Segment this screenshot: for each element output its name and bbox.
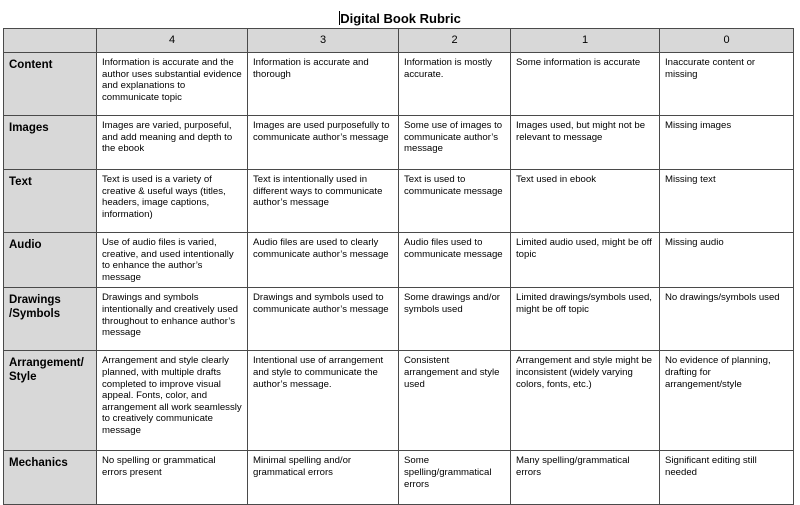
table-row-mechanics	[4, 451, 794, 505]
category-cell[interactable]: Drawings /Symbols	[4, 288, 97, 351]
category-cell[interactable]: Content	[4, 53, 97, 116]
table-cell[interactable]: Limited audio used, might be off topic	[511, 233, 660, 288]
table-cell[interactable]: Many spelling/grammatical errors	[511, 451, 660, 505]
table-cell[interactable]: Intentional use of arrangement and style to communicate the author’s message.	[248, 351, 399, 451]
table-row-images	[4, 116, 794, 170]
table-row-content	[4, 53, 794, 116]
rubric-table	[3, 28, 794, 505]
table-row-drawings-symbols	[4, 288, 794, 351]
document-title[interactable]: Digital Book Rubric	[340, 11, 461, 26]
table-row-text	[4, 170, 794, 233]
header-cell-blank[interactable]	[4, 29, 97, 53]
table-cell[interactable]: Some spelling/grammatical errors	[399, 451, 511, 505]
table-cell[interactable]: Information is mostly accurate.	[399, 53, 511, 116]
table-cell[interactable]: Consistent arrangement and style used	[399, 351, 511, 451]
table-cell[interactable]: Drawings and symbols intentionally and creatively used throughout to enhance author’s message	[97, 288, 248, 351]
table-cell[interactable]: Arrangement and style might be inconsistent (widely varying colors, fonts, etc.)	[511, 351, 660, 451]
table-cell[interactable]: Missing text	[660, 170, 794, 233]
category-cell[interactable]: Arrangement/ Style	[4, 351, 97, 451]
table-cell[interactable]: Images are used purposefully to communicate author’s message	[248, 116, 399, 170]
header-cell-score-3[interactable]: 3	[248, 29, 399, 53]
table-cell[interactable]: Text is used is a variety of creative & useful ways (titles, headers, image captions, information)	[97, 170, 248, 233]
table-cell[interactable]: Text used in ebook	[511, 170, 660, 233]
table-cell[interactable]: No spelling or grammatical errors present	[97, 451, 248, 505]
header-cell-score-2[interactable]: 2	[399, 29, 511, 53]
table-cell[interactable]: Images used, but might not be relevant to message	[511, 116, 660, 170]
table-cell[interactable]: Inaccurate content or missing	[660, 53, 794, 116]
table-cell[interactable]: Some drawings and/or symbols used	[399, 288, 511, 351]
table-cell[interactable]: No evidence of planning, drafting for arrangement/style	[660, 351, 794, 451]
category-cell[interactable]: Text	[4, 170, 97, 233]
table-cell[interactable]: Arrangement and style clearly planned, with multiple drafts completed to improve visual appeal. Fonts, color, and arrangement all work seamlessly to creatively communicate message	[97, 351, 248, 451]
table-cell[interactable]: Images are varied, purposeful, and add meaning and depth to the ebook	[97, 116, 248, 170]
table-cell[interactable]: Information is accurate and thorough	[248, 53, 399, 116]
table-cell[interactable]: Drawings and symbols used to communicate author’s message	[248, 288, 399, 351]
table-cell[interactable]: Text is intentionally used in different ways to communicate author’s message	[248, 170, 399, 233]
header-row	[4, 29, 794, 53]
category-cell[interactable]: Images	[4, 116, 97, 170]
table-cell[interactable]: No drawings/symbols used	[660, 288, 794, 351]
table-cell[interactable]: Information is accurate and the author uses substantial evidence and explanations to communicate topic	[97, 53, 248, 116]
table-row-audio	[4, 233, 794, 288]
header-cell-score-4[interactable]: 4	[97, 29, 248, 53]
table-cell[interactable]: Missing images	[660, 116, 794, 170]
table-cell[interactable]: Missing audio	[660, 233, 794, 288]
document-title-line[interactable]	[0, 11, 800, 27]
header-cell-score-0[interactable]: 0	[660, 29, 794, 53]
category-cell[interactable]: Mechanics	[4, 451, 97, 505]
table-cell[interactable]: Some information is accurate	[511, 53, 660, 116]
table-cell[interactable]: Minimal spelling and/or grammatical errors	[248, 451, 399, 505]
table-cell[interactable]: Audio files are used to clearly communicate author’s message	[248, 233, 399, 288]
table-cell[interactable]: Limited drawings/symbols used, might be off topic	[511, 288, 660, 351]
table-cell[interactable]: Some use of images to communicate author’s message	[399, 116, 511, 170]
table-cell[interactable]: Audio files used to communicate message	[399, 233, 511, 288]
table-cell[interactable]: Use of audio files is varied, creative, and used intentionally to enhance the author’s message	[97, 233, 248, 288]
table-cell[interactable]: Significant editing still needed	[660, 451, 794, 505]
table-row-arrangement-style	[4, 351, 794, 451]
header-cell-score-1[interactable]: 1	[511, 29, 660, 53]
table-cell[interactable]: Text is used to communicate message	[399, 170, 511, 233]
category-cell[interactable]: Audio	[4, 233, 97, 288]
